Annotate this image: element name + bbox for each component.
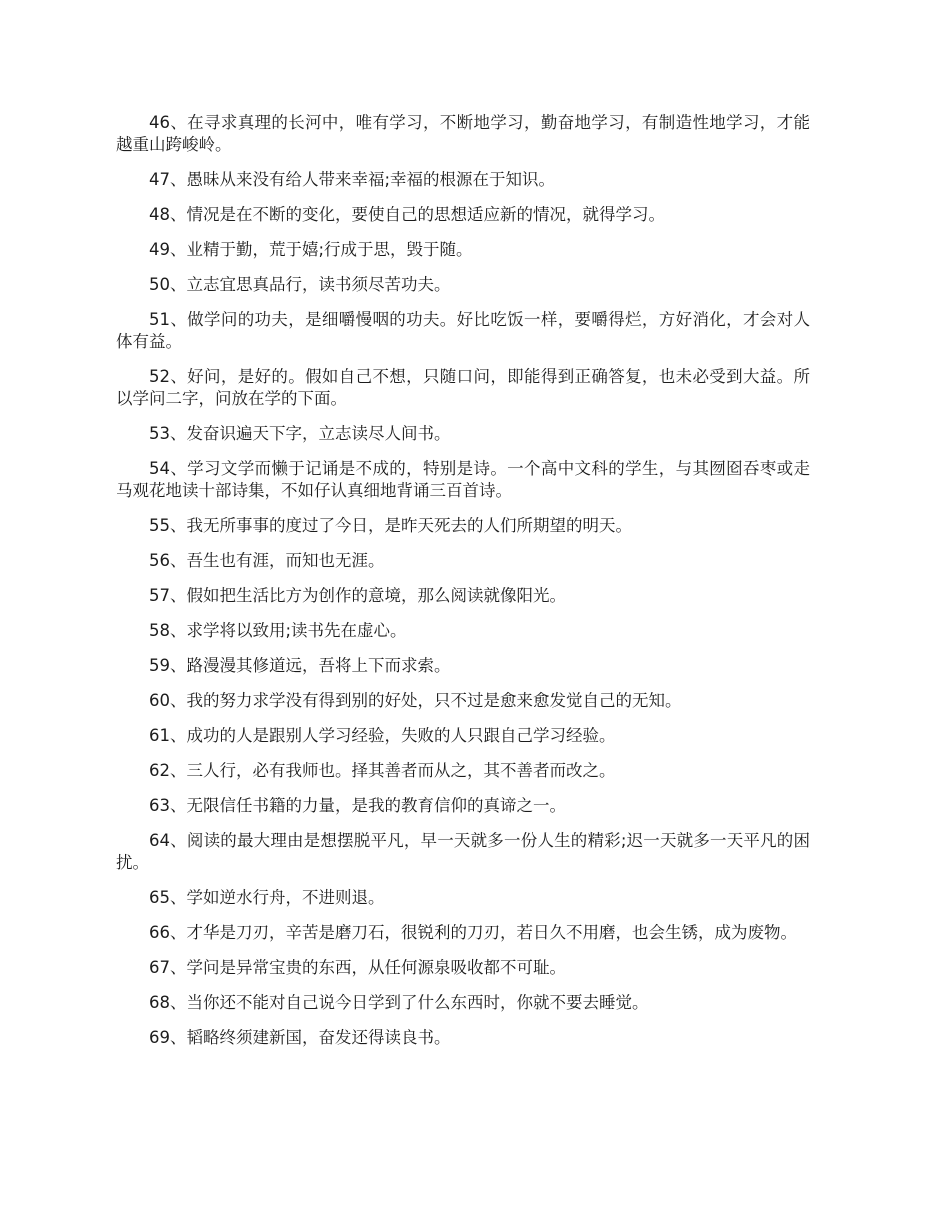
quote-49: 49、业精于勤，荒于嬉;行成于思，毁于随。 bbox=[149, 240, 473, 259]
quote-57: 57、假如把生活比方为创作的意境，那么阅读就像阳光。 bbox=[149, 586, 566, 605]
quote-52: 52、好问，是好的。假如自己不想，只随口问，即能得到正确答复，也未必受到大益。所以学问二字，问放在学的下面。 bbox=[116, 367, 810, 408]
quote-51: 51、做学问的功夫，是细嚼慢咽的功夫。好比吃饭一样，要嚼得烂，方好消化，才会对人体有益。 bbox=[116, 310, 810, 351]
quote-66: 66、才华是刀刃，辛苦是磨刀石，很锐利的刀刃，若日久不用磨，也会生锈，成为废物。 bbox=[149, 923, 797, 942]
quote-48: 48、情况是在不断的变化，要使自己的思想适应新的情况，就得学习。 bbox=[149, 205, 665, 224]
quote-55: 55、我无所事事的度过了今日，是昨天死去的人们所期望的明天。 bbox=[149, 516, 632, 535]
quote-60: 60、我的努力求学没有得到别的好处，只不过是愈来愈发觉自己的无知。 bbox=[149, 691, 682, 710]
quote-63: 63、无限信任书籍的力量，是我的教育信仰的真谛之一。 bbox=[149, 796, 566, 815]
quote-68: 68、当你还不能对自己说今日学到了什么东西时，你就不要去睡觉。 bbox=[149, 993, 649, 1012]
quote-62: 62、三人行，必有我师也。择其善者而从之，其不善者而改之。 bbox=[149, 761, 616, 780]
quote-64: 64、阅读的最大理由是想摆脱平凡，早一天就多一份人生的精彩;迟一天就多一天平凡的困扰。 bbox=[116, 831, 810, 872]
quote-65: 65、学如逆水行舟，不进则退。 bbox=[149, 888, 385, 907]
quote-69: 69、韬略终须建新国，奋发还得读良书。 bbox=[149, 1028, 451, 1047]
quote-54: 54、学习文学而懒于记诵是不成的，特别是诗。一个高中文科的学生，与其囫囵吞枣或走马观花地读十部诗集，不如仔认真细地背诵三百首诗。 bbox=[116, 459, 810, 500]
quote-59: 59、路漫漫其修道远，吾将上下而求索。 bbox=[149, 656, 451, 675]
quote-47: 47、愚昧从来没有给人带来幸福;幸福的根源在于知识。 bbox=[149, 170, 556, 189]
quote-53: 53、发奋识遍天下字，立志读尽人间书。 bbox=[149, 424, 451, 443]
quote-46: 46、在寻求真理的长河中，唯有学习，不断地学习，勤奋地学习，有制造性地学习，才能越重山跨峻岭。 bbox=[116, 113, 810, 154]
quote-56: 56、吾生也有涯，而知也无涯。 bbox=[149, 551, 385, 570]
document-body bbox=[116, 112, 810, 1062]
quote-50: 50、立志宜思真品行，读书须尽苦功夫。 bbox=[149, 275, 451, 294]
quote-61: 61、成功的人是跟别人学习经验，失败的人只跟自己学习经验。 bbox=[149, 726, 616, 745]
quote-58: 58、求学将以致用;读书先在虚心。 bbox=[149, 621, 407, 640]
quote-67: 67、学问是异常宝贵的东西，从任何源泉吸收都不可耻。 bbox=[149, 958, 566, 977]
